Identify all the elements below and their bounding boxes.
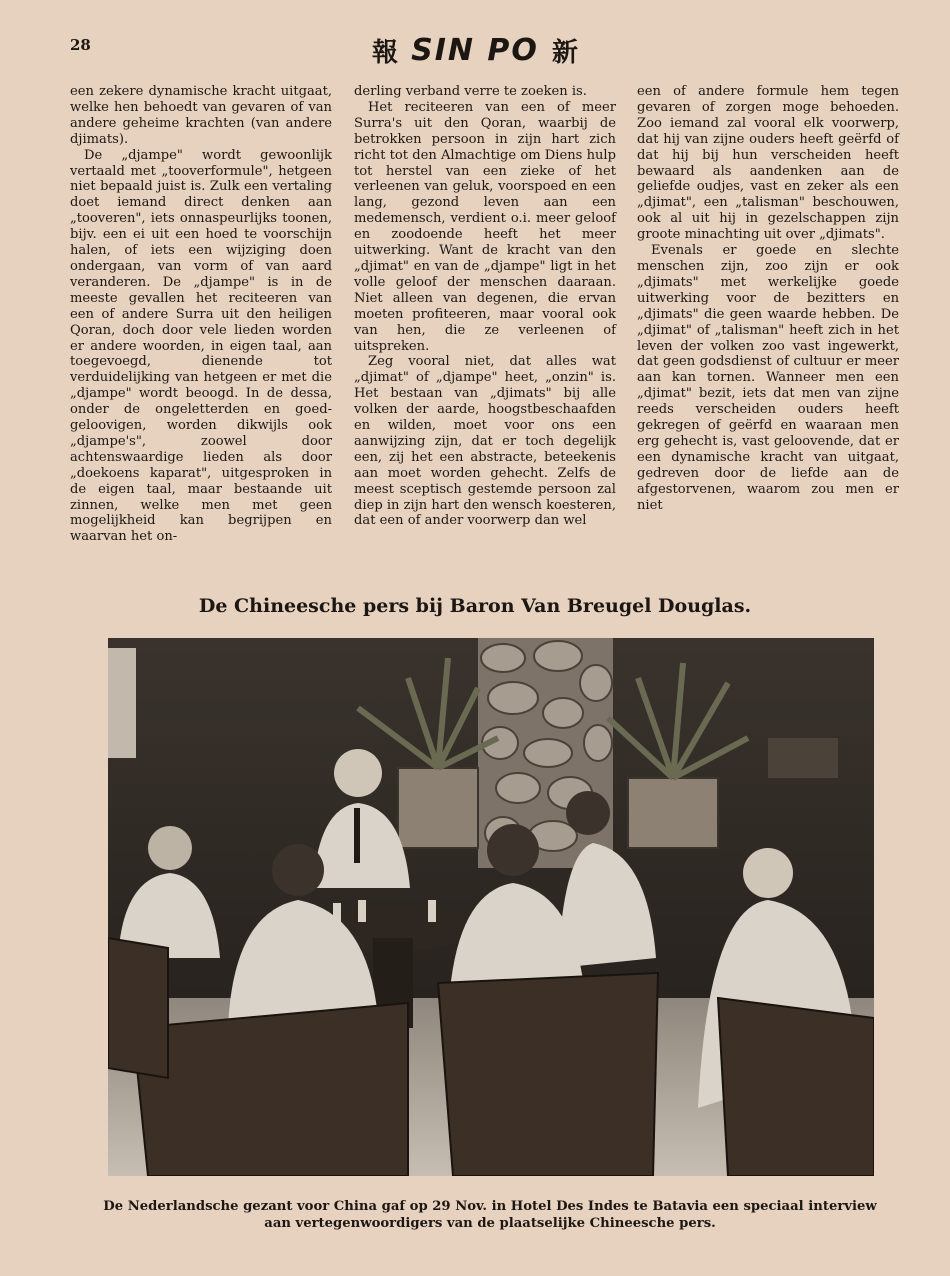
background-figure bbox=[108, 648, 136, 758]
text-column-1 bbox=[70, 84, 332, 545]
masthead bbox=[0, 32, 950, 69]
text-column-2 bbox=[354, 84, 616, 529]
masthead-brand: SIN PO bbox=[411, 33, 539, 68]
page-number: 28 bbox=[70, 36, 91, 54]
paragraph: Evenals er goede en slechte menschen zijn, zoo zijn er ook „djimats" met werkelijke goede uitwerking voor de bezitters en „djimats" die geen waarde hebben. De „djimat" of „talisman" heeft zich in het leven der volken zoo vast ingewerkt, dat geen godsdienst of cultuur er meer aan kan tornen. Wanneer men een „djimat" bezit, iets dat men van zijne reeds verscheiden ouders heeft gekregen of geërfd en waaraan men erg gehecht is, vast geloovende, dat er een dynamische kracht van uitgaat, gedreven door de liefde aan de afgestorvenen, waarom zou men er niet bbox=[637, 243, 899, 513]
paragraph: Zeg vooral niet, dat alles wat „djimat" of „djampe" heet, „onzin" is. Het bestaan van „djimats" bij alle volken der aarde, hoogstbeschaafden en wilden, moet voor ons een aanwijzing zijn, dat er toch degelijk een, zij het een abstracte, beteekenis aan moet worden gehecht. Zelfs de meest sceptisch gestemde persoon zal diep in zijn hart den wensch koesteren, dat een of ander voorwerp dan wel bbox=[354, 354, 616, 529]
press-meeting-photo bbox=[108, 638, 874, 1176]
paragraph: derling verband verre te zoeken is. bbox=[354, 84, 587, 99]
photo-title: De Chineesche pers bij Baron Van Breugel Douglas. bbox=[198, 595, 752, 617]
paragraph: Het reciteeren van een of meer Surra's uit den Qoran, waarbij de betrokken persoon in zijn hart zich richt tot den Almachtige om Diens hulp tot herstel van een zieke of het verleenen van geluk, voorspoed en een lang, gezond leven aan een medemensch, verdient o.i. meer geloof en zoodoende heeft het meer uitwerking. Want de kracht van den „djimat" en van de „djampe" ligt in het volle geloof der menschen daaraan. Niet alleen van degenen, die ervan moeten profiteeren, maar vooral ook van hen, die ze verleenen of uitspreken. bbox=[354, 99, 616, 354]
masthead-right-char: 新 bbox=[552, 38, 579, 68]
paragraph: De „djampe" wordt gewoonlijk vertaald met „tooverformule", hetgeen niet bepaald juist is. Zulk een vertaling doet iemand direct denken aan „tooveren", iets onnaspeurlijks toonen, bijv. een ei uit een hoed te voorschijn halen, of iets een wijziging doen ondergaan, van vorm of van aard veranderen. De „djampe" is in de meeste gevallen het reciteeren van een of andere Surra uit den heiligen Qoran, doch door vele lieden worden er andere woorden, in eigen taal, aan toegevoegd, dienende tot verduidelijking van hetgeen er met die „djampe" wordt beoogd. In de dessa, onder de ongeletterden en goed-geloovigen, worden dikwijls ook „djampe's", zoowel door achtenswaardige lieden als door „doekoens kaparat", uitgesproken in de eigen taal, maar bestaande uit zinnen, welke men met geen mogelijkheid kan begrijpen en waarvan het on- bbox=[70, 147, 332, 545]
photo-illustration bbox=[108, 638, 874, 1176]
paragraph: een of andere formule hem tegen gevaren of zorgen moge behoeden. Zoo iemand zal vooral elk voorwerp, dat hij van zijne ouders heeft geërfd of dat hij bij hun verscheiden heeft bewaard als aandenken aan de geliefde oudjes, vast en zeker als een „djimat", een „talisman" beschouwen, ook al uit hij in gezelschappen zijn groote minachting uit over „djimats". bbox=[637, 84, 899, 243]
background-furniture bbox=[768, 738, 838, 778]
masthead-left-char: 報 bbox=[371, 38, 398, 68]
photo-caption: De Nederlandsche gezant voor China gaf op 29 Nov. in Hotel Des Indes te Batavia een speciaal interview aan vertegenwoordigers van de plaatselijke Chineesche pers. bbox=[103, 1199, 877, 1231]
text-column-3 bbox=[637, 84, 899, 513]
paragraph: een zekere dynamische kracht uitgaat, welke hen behoedt van gevaren of van andere geheime krachten (van andere djimats). bbox=[70, 84, 332, 147]
